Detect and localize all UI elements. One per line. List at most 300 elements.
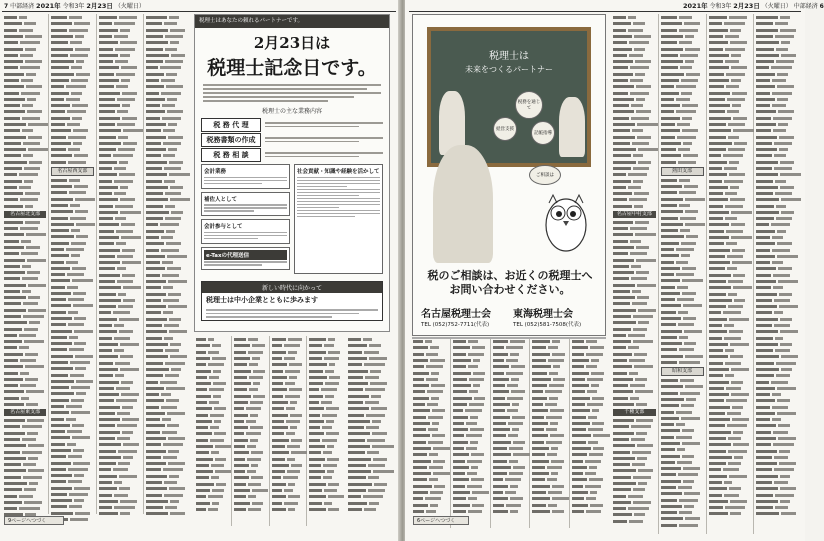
listing-entry xyxy=(272,375,305,380)
listing-entry xyxy=(51,479,93,484)
listing-entry xyxy=(51,467,93,472)
listing-entry xyxy=(613,493,656,498)
listing-entry xyxy=(661,322,704,327)
listing-entry xyxy=(756,185,799,190)
listing-entry xyxy=(493,484,528,489)
listing-entry xyxy=(99,455,141,460)
listing-entry xyxy=(493,502,528,507)
listing-entry xyxy=(99,204,141,209)
listing-entry xyxy=(493,446,528,451)
listing-entry xyxy=(4,389,46,394)
listing-entry xyxy=(51,366,93,371)
listing-entry xyxy=(709,153,752,158)
listing-entry xyxy=(661,28,704,33)
listing-entry xyxy=(99,423,141,428)
listing-entry xyxy=(99,310,141,315)
listing-entry xyxy=(661,72,704,77)
listing-entry xyxy=(532,496,567,501)
listing-entry xyxy=(234,488,267,493)
listing-entry xyxy=(756,348,799,353)
listing-entry xyxy=(413,509,448,514)
listing-entry xyxy=(4,383,46,388)
paper-label: 中部経済 xyxy=(10,3,35,10)
listing-entry xyxy=(146,84,188,89)
listing-entry xyxy=(661,247,704,252)
listing-entry xyxy=(51,341,93,346)
listing-entry xyxy=(99,442,141,447)
listing-entry xyxy=(709,505,752,510)
listing-column xyxy=(144,14,190,514)
listing-entry xyxy=(309,369,342,374)
listing-entry xyxy=(4,257,46,262)
listing-entry xyxy=(51,47,93,52)
listing-entry xyxy=(51,34,93,39)
listing-entry xyxy=(709,398,752,403)
listing-entry xyxy=(99,78,141,83)
listing-entry xyxy=(4,239,46,244)
listing-entry xyxy=(196,362,229,367)
listing-entry xyxy=(4,364,46,369)
listing-entry xyxy=(709,90,752,95)
listing-entry xyxy=(756,166,799,171)
listing-entry xyxy=(453,502,488,507)
listing-entry xyxy=(661,97,704,102)
listing-entry xyxy=(613,47,656,52)
listing-entry xyxy=(196,419,229,424)
listing-entry xyxy=(272,400,305,405)
listing-entry xyxy=(661,447,704,452)
listing-entry xyxy=(756,423,799,428)
listing-entry xyxy=(756,153,799,158)
listing-entry xyxy=(146,279,188,284)
listing-entry xyxy=(51,72,93,77)
listing-column xyxy=(530,338,570,528)
listing-entry xyxy=(453,446,488,451)
listing-entry xyxy=(51,122,93,127)
listing-entry xyxy=(709,423,752,428)
business-item-label: 税 務 代 理 xyxy=(201,118,261,132)
listing-entry xyxy=(709,367,752,372)
listing-entry xyxy=(234,406,267,411)
listing-entry xyxy=(532,421,567,426)
listing-entry xyxy=(99,160,141,165)
listing-entry xyxy=(661,103,704,108)
listing-entry xyxy=(493,509,528,514)
listing-entry xyxy=(348,475,392,480)
listing-entry xyxy=(99,367,141,372)
listing-entry xyxy=(51,416,93,421)
listing-entry xyxy=(572,509,607,514)
listing-entry xyxy=(146,398,188,403)
listing-entry xyxy=(99,273,141,278)
listing-entry xyxy=(51,59,93,64)
listing-entry xyxy=(196,425,229,430)
listing-entry xyxy=(146,197,188,202)
listing-entry xyxy=(272,337,305,342)
listing-entry xyxy=(99,15,141,20)
listing-entry xyxy=(661,190,704,195)
listing-column xyxy=(611,14,659,534)
listing-entry xyxy=(613,128,656,133)
listing-entry xyxy=(196,343,229,348)
listing-entry xyxy=(99,166,141,171)
listing-entry xyxy=(146,354,188,359)
listing-entry xyxy=(756,304,799,309)
listing-entry xyxy=(661,416,704,421)
listing-entry xyxy=(51,291,93,296)
listing-entry xyxy=(99,411,141,416)
listing-entry xyxy=(493,396,528,401)
section-label: 千種支部 xyxy=(613,409,656,416)
listing-entry xyxy=(272,343,305,348)
listing-entry xyxy=(756,398,799,403)
listing-entry xyxy=(661,384,704,389)
listing-entry xyxy=(572,364,607,369)
listing-entry xyxy=(4,308,46,313)
listing-entry xyxy=(613,506,656,511)
right-listing-columns xyxy=(611,14,801,534)
listing-entry xyxy=(613,475,656,480)
listing-entry xyxy=(453,509,488,514)
listing-entry xyxy=(99,486,141,491)
listing-entry xyxy=(4,97,46,102)
header-rule xyxy=(2,11,396,12)
listing-entry xyxy=(272,387,305,392)
model-photo xyxy=(433,145,493,263)
listing-entry xyxy=(756,392,799,397)
listing-entry xyxy=(756,436,799,441)
listing-entry xyxy=(4,15,46,20)
header-weekday: （火曜日） xyxy=(114,3,145,10)
listing-entry xyxy=(756,474,799,479)
listing-entry xyxy=(146,147,188,152)
listing-entry xyxy=(146,260,188,265)
listing-entry xyxy=(146,235,188,240)
listing-entry xyxy=(51,222,93,227)
box-title: 補佐人として xyxy=(204,196,238,203)
listing-entry xyxy=(453,477,488,482)
listing-entry xyxy=(613,308,656,313)
listing-entry xyxy=(572,490,607,495)
listing-entry xyxy=(493,427,528,432)
listing-column xyxy=(570,338,609,528)
listing-column xyxy=(49,14,96,514)
section-label: 名古屋中村支部 xyxy=(613,211,656,218)
listing-entry xyxy=(493,496,528,501)
listing-entry xyxy=(756,197,799,202)
listing-entry xyxy=(4,456,46,461)
listing-entry xyxy=(493,402,528,407)
new-era-subheading: 税理士は中小企業とともに歩みます xyxy=(206,296,318,304)
listing-entry xyxy=(196,412,229,417)
box-accounting-advisor xyxy=(201,219,290,244)
listing-entry xyxy=(756,323,799,328)
box-social-contribution xyxy=(294,164,383,274)
listing-entry xyxy=(572,465,607,470)
listing-entry xyxy=(661,15,704,20)
listing-entry xyxy=(146,153,188,158)
listing-entry xyxy=(146,455,188,460)
listing-entry xyxy=(234,425,267,430)
listing-entry xyxy=(453,421,488,426)
listing-entry xyxy=(99,103,141,108)
listing-entry xyxy=(709,47,752,52)
listing-entry xyxy=(709,216,752,221)
listing-entry xyxy=(572,358,607,363)
listing-entry xyxy=(272,419,305,424)
listing-entry xyxy=(146,65,188,70)
box-etax xyxy=(201,247,290,271)
listing-entry xyxy=(661,128,704,133)
listing-entry xyxy=(453,402,488,407)
listing-entry xyxy=(661,21,704,26)
listing-entry xyxy=(146,248,188,253)
listing-entry xyxy=(146,15,188,20)
listing-entry xyxy=(51,278,93,283)
listing-entry xyxy=(146,499,188,504)
listing-entry xyxy=(756,134,799,139)
listing-entry xyxy=(756,273,799,278)
listing-entry xyxy=(4,245,46,250)
listing-entry xyxy=(709,273,752,278)
listing-entry xyxy=(272,362,305,367)
listing-entry xyxy=(532,345,567,350)
listing-entry xyxy=(196,431,229,436)
listing-entry xyxy=(709,134,752,139)
listing-entry xyxy=(613,333,656,338)
listing-entry xyxy=(756,248,799,253)
listing-entry xyxy=(4,226,46,231)
listing-entry xyxy=(146,386,188,391)
bubble-bookkeeping: 記帳指導 xyxy=(531,121,555,145)
listing-entry xyxy=(146,210,188,215)
listing-entry xyxy=(709,486,752,491)
listing-entry xyxy=(661,441,704,446)
listing-entry xyxy=(572,477,607,482)
listing-entry xyxy=(4,90,46,95)
listing-entry xyxy=(532,440,567,445)
listing-entry xyxy=(146,72,188,77)
listing-entry xyxy=(756,361,799,366)
listing-entry xyxy=(234,337,267,342)
listing-entry xyxy=(613,320,656,325)
listing-entry xyxy=(99,335,141,340)
listing-entry xyxy=(99,90,141,95)
listing-entry xyxy=(99,185,141,190)
listing-entry xyxy=(272,494,305,499)
listing-entry xyxy=(99,285,141,290)
listing-column xyxy=(97,14,144,514)
listing-entry xyxy=(572,471,607,476)
listing-entry xyxy=(272,394,305,399)
listing-entry xyxy=(709,141,752,146)
listing-entry xyxy=(348,375,392,380)
listing-entry xyxy=(661,410,704,415)
listing-entry xyxy=(413,421,448,426)
listing-entry xyxy=(613,418,656,423)
listing-entry xyxy=(613,437,656,442)
listing-entry xyxy=(348,356,392,361)
listing-entry xyxy=(4,396,46,401)
listing-entry xyxy=(51,247,93,252)
listing-entry xyxy=(493,408,528,413)
tel-nagoya: TEL (052)752-7711(代表) xyxy=(421,322,490,328)
listing-entry xyxy=(756,178,799,183)
listing-entry xyxy=(572,427,607,432)
listing-entry xyxy=(234,463,267,468)
listing-entry xyxy=(99,122,141,127)
listing-entry xyxy=(709,436,752,441)
listing-entry xyxy=(4,327,46,332)
listing-entry xyxy=(493,377,528,382)
listing-entry xyxy=(51,15,93,20)
listing-entry xyxy=(756,229,799,234)
listing-entry xyxy=(532,452,567,457)
listing-entry xyxy=(572,352,607,357)
listing-column xyxy=(346,336,394,526)
listing-entry xyxy=(709,34,752,39)
listing-entry xyxy=(4,166,46,171)
listing-entry xyxy=(709,417,752,422)
listing-entry xyxy=(572,396,607,401)
listing-entry xyxy=(413,446,448,451)
listing-entry xyxy=(661,329,704,334)
listing-entry xyxy=(756,386,799,391)
listing-entry xyxy=(4,487,46,492)
listing-entry xyxy=(51,504,93,509)
listing-entry xyxy=(756,291,799,296)
listing-entry xyxy=(146,373,188,378)
listing-entry xyxy=(661,472,704,477)
listing-entry xyxy=(453,358,488,363)
listing-entry xyxy=(51,354,93,359)
listing-entry xyxy=(146,229,188,234)
listing-entry xyxy=(453,371,488,376)
listing-entry xyxy=(51,322,93,327)
listing-entry xyxy=(99,153,141,158)
listing-entry xyxy=(756,298,799,303)
listing-entry xyxy=(661,278,704,283)
listing-entry xyxy=(99,141,141,146)
listing-entry xyxy=(413,377,448,382)
listing-entry xyxy=(4,103,46,108)
listing-entry xyxy=(709,348,752,353)
listing-entry xyxy=(4,232,46,237)
listing-entry xyxy=(572,383,607,388)
listing-entry xyxy=(51,209,93,214)
header-day: 2月23日 xyxy=(86,2,113,10)
listing-entry xyxy=(709,15,752,20)
listing-entry xyxy=(613,166,656,171)
listing-entry xyxy=(309,350,342,355)
listing-entry xyxy=(413,402,448,407)
listing-entry xyxy=(99,84,141,89)
listing-entry xyxy=(234,394,267,399)
section-label: 昭和支部 xyxy=(661,367,704,376)
listing-entry xyxy=(756,467,799,472)
listing-entry xyxy=(4,128,46,133)
listing-entry xyxy=(146,222,188,227)
listing-entry xyxy=(756,411,799,416)
listing-entry xyxy=(661,428,704,433)
listing-entry xyxy=(348,394,392,399)
listing-entry xyxy=(572,414,607,419)
listing-entry xyxy=(4,185,46,190)
listing-entry xyxy=(413,371,448,376)
listing-entry xyxy=(493,383,528,388)
listing-entry xyxy=(196,469,229,474)
listing-entry xyxy=(4,370,46,375)
listing-entry xyxy=(661,435,704,440)
listing-column xyxy=(2,14,49,514)
listing-entry xyxy=(661,197,704,202)
listing-entry xyxy=(146,449,188,454)
listing-entry xyxy=(146,392,188,397)
listing-entry xyxy=(4,333,46,338)
listing-entry xyxy=(51,228,93,233)
listing-entry xyxy=(234,469,267,474)
listing-entry xyxy=(348,488,392,493)
listing-entry xyxy=(661,510,704,515)
listing-entry xyxy=(99,317,141,322)
listing-entry xyxy=(709,78,752,83)
listing-entry xyxy=(4,276,46,281)
listing-entry xyxy=(146,329,188,334)
listing-entry xyxy=(613,72,656,77)
listing-entry xyxy=(99,379,141,384)
listing-entry xyxy=(613,21,656,26)
listing-entry xyxy=(709,467,752,472)
listing-entry xyxy=(453,496,488,501)
listing-entry xyxy=(196,356,229,361)
listing-entry xyxy=(4,40,46,45)
listing-entry xyxy=(4,320,46,325)
listing-column xyxy=(411,338,451,528)
listing-entry xyxy=(99,386,141,391)
listing-entry xyxy=(613,220,656,225)
listing-entry xyxy=(51,372,93,377)
listing-entry xyxy=(196,406,229,411)
listing-entry xyxy=(572,433,607,438)
listing-entry xyxy=(146,122,188,127)
listing-entry xyxy=(532,465,567,470)
box-title: 会計参与として xyxy=(204,224,243,230)
listing-entry xyxy=(51,90,93,95)
listing-entry xyxy=(146,185,188,190)
listing-entry xyxy=(661,203,704,208)
listing-entry xyxy=(146,273,188,278)
listing-entry xyxy=(99,197,141,202)
listing-entry xyxy=(613,377,656,382)
listing-entry xyxy=(4,295,46,300)
listing-entry xyxy=(532,358,567,363)
listing-entry xyxy=(348,412,392,417)
listing-entry xyxy=(613,122,656,127)
listing-entry xyxy=(4,301,46,306)
listing-entry xyxy=(4,84,46,89)
listing-entry xyxy=(453,484,488,489)
listing-entry xyxy=(413,396,448,401)
listing-entry xyxy=(99,109,141,114)
listing-column xyxy=(307,336,344,526)
listing-entry xyxy=(99,323,141,328)
listing-entry xyxy=(756,254,799,259)
listing-entry xyxy=(4,437,46,442)
listing-entry xyxy=(4,141,46,146)
listing-entry xyxy=(756,342,799,347)
listing-entry xyxy=(709,21,752,26)
listing-entry xyxy=(348,469,392,474)
